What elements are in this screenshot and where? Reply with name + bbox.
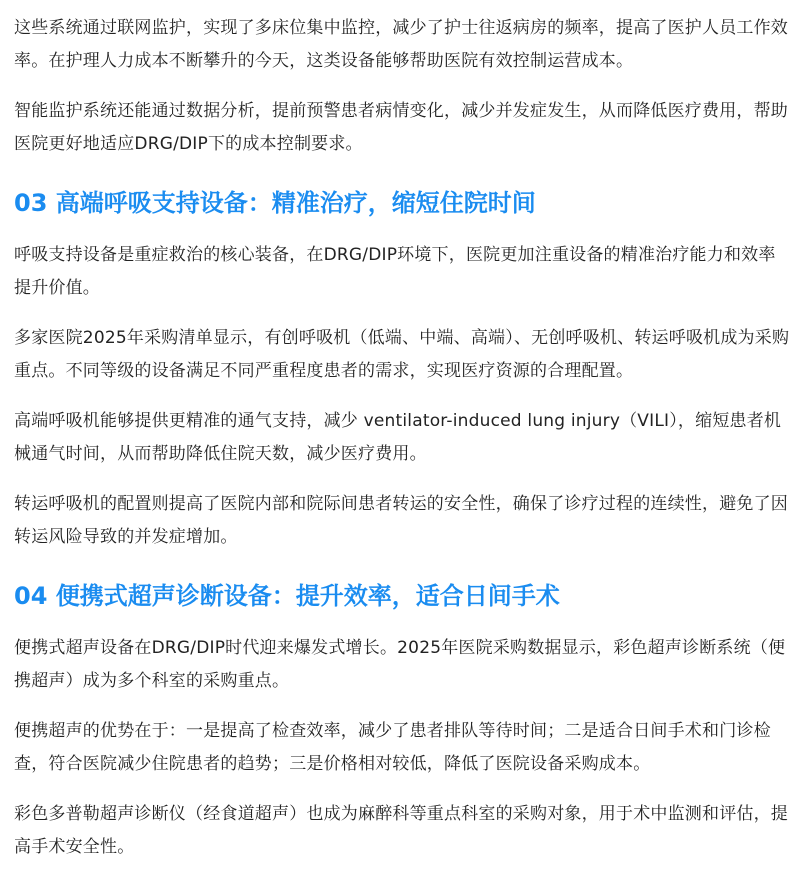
section-03-paragraph-2: 多家医院2025年采购清单显示，有创呼吸机（低端、中端、高端）、无创呼吸机、转运呼吸机成为采购重点。不同等级的设备满足不同严重程度患者的需求，实现医疗资源的合理配置。 [14, 328, 790, 381]
intro-paragraph-1: 这些系统通过联网监护，实现了多床位集中监控，减少了护士往返病房的频率，提高了医护人员工作效率。在护理人力成本不断攀升的今天，这类设备能够帮助医院有效控制运营成本。 [14, 18, 788, 71]
section-03-paragraph-3: 高端呼吸机能够提供更精准的通气支持，减少 ventilator-induced lung injury（VILI），缩短患者机械通气时间，从而帮助降低住院天数，减少医疗费用。 [14, 411, 782, 464]
section-03-heading: 03 高端呼吸支持设备：精准治疗，缩短住院时间 [14, 189, 536, 217]
intro-paragraph-2: 智能监护系统还能通过数据分析，提前预警患者病情变化，减少并发症发生，从而降低医疗费用，帮助医院更好地适应DRG/DIP下的成本控制要求。 [14, 101, 788, 154]
section-04-paragraph-3: 彩色多普勒超声诊断仪（经食道超声）也成为麻醉科等重点科室的采购对象，用于术中监测和评估，提高手术安全性。 [14, 804, 788, 857]
section-03-paragraph-4: 转运呼吸机的配置则提高了医院内部和院际间患者转运的安全性，确保了诊疗过程的连续性，避免了因转运风险导致的并发症增加。 [14, 494, 788, 547]
section-04-paragraph-2: 便携超声的优势在于：一是提高了检查效率，减少了患者排队等待时间；二是适合日间手术和门诊检查，符合医院减少住院患者的趋势；三是价格相对较低，降低了医院设备采购成本。 [14, 721, 771, 774]
section-04-paragraph-1: 便携式超声设备在DRG/DIP时代迎来爆发式增长。2025年医院采购数据显示，彩色超声诊断系统（便携超声）成为多个科室的采购重点。 [14, 638, 786, 691]
section-04-heading: 04 便携式超声诊断设备：提升效率，适合日间手术 [14, 582, 560, 610]
section-03-paragraph-1: 呼吸支持设备是重症救治的核心装备，在DRG/DIP环境下，医院更加注重设备的精准治疗能力和效率提升价值。 [14, 245, 776, 298]
